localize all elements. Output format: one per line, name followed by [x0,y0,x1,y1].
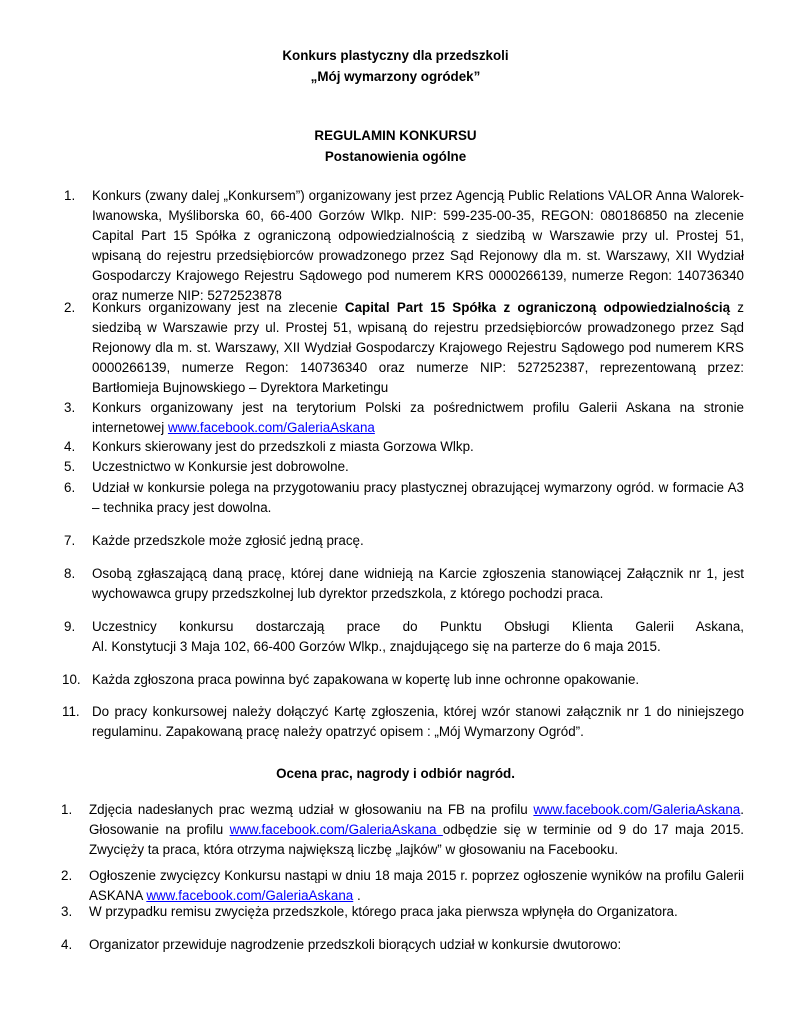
list-text: Organizator przewiduje nagrodzenie przedszkoli biorących udział w konkursie dwutorowo: [89,937,622,952]
list-number: 5. [64,459,76,474]
list-text: Konkurs skierowany jest do przedszkoli z miasta Gorzowa Wlkp. [92,439,474,454]
list-text: . [353,888,361,903]
list-text: Każda zgłoszona praca powinna być zapakowana w kopertę lub inne ochronne opakowanie. [92,672,640,687]
facebook-link[interactable]: www.facebook.com/GaleriaAskana [167,420,375,435]
list-text: W przypadku remisu zwycięża przedszkole, którego praca jaka pierwsza wpłynęła do Organizatora. [89,904,678,919]
list-number: 1. [61,802,73,817]
list-item [64,186,744,306]
list-item [61,902,744,922]
list-number: 2. [61,868,73,883]
list-item [62,702,744,742]
list-item [64,564,744,604]
list-text: Konkurs organizowany jest na terytorium Polski za pośrednictwem profilu Galerii Askana na stronie internetowej [92,400,744,435]
list-number: 11. [62,704,80,719]
list-item [64,457,744,477]
list-text: Do pracy konkursowej należy dołączyć Kartę zgłoszenia, której wzór stanowi załącznik nr 1 do niniejszego regulaminu. Zapakowaną pracę należy opatrzyć opisem : „Mój Wymarzony Ogród”. [92,704,744,739]
list-text: Uczestnictwo w Konkursie jest dobrowolne. [92,459,349,474]
list-item [64,531,744,551]
list-text-bold: Capital Part 15 Spółka z ograniczoną odpowiedzialnością [344,300,731,315]
list-text: . Głosowanie na profilu [89,802,744,837]
list-text: Zdjęcia nadesłanych prac wezmą udział w głosowaniu na FB na profilu [89,802,534,817]
list-number: 3. [64,400,76,415]
list-item [61,866,744,906]
list-text: Osobą zgłaszającą daną pracę, której dane widnieją na Karcie zgłoszenia stanowiącej Załącznik nr 1, jest wychowawca grupy przedszkolnej lub dyrektor przedszkola, z którego pochodzi praca. [92,566,744,601]
list-item [61,800,744,860]
document-title: Konkurs plastyczny dla przedszkoli [282,48,509,63]
section2-title: Ocena prac, nagrody i odbiór nagród. [276,766,515,781]
list-number: 4. [64,439,76,454]
list-text-line: Al. Konstytucji 3 Maja 102, 66-400 Gorzów Wlkp., znajdującego się na parterze do 6 maja 2015. [92,639,661,654]
list-text: Ogłoszenie zwycięzcy Konkursu nastąpi w dniu 18 maja 2015 r. poprzez ogłoszenie wyników na profilu Galerii ASKANA [89,868,744,903]
list-number: 6. [64,480,76,495]
list-item [62,670,744,690]
section-subtitle: Postanowienia ogólne [324,149,467,164]
list-text: Udział w konkursie polega na przygotowaniu pracy plastycznej obrazującej wymarzony ogród. w formacie A3 – technika pracy jest dowolna. [92,480,744,515]
facebook-link[interactable]: www.facebook.com/GaleriaAskana [146,888,354,903]
list-item [64,617,744,657]
section-title: REGULAMIN KONKURSU [314,128,477,143]
list-item [64,437,744,457]
list-item [64,478,744,518]
list-text: Konkurs organizowany jest na zlecenie [92,300,345,315]
facebook-link[interactable]: www.facebook.com/GaleriaAskana [229,822,443,837]
list-number: 2. [64,300,76,315]
list-number: 4. [61,937,73,952]
list-number: 9. [64,619,76,634]
list-item [64,398,744,438]
list-item [61,935,744,955]
list-number: 3. [61,904,73,919]
list-text: z siedzibą w Warszawie przy ul. Prostej 51, wpisaną do rejestru przedsiębiorców prowadzonego przez Sąd Rejonowy dla m. st. Warszawy, XII Wydział Gospodarczy Krajowego Rejestru Sądowego pod numerem KRS 0000266139, numerze Regon: 140736340 oraz numerze NIP: 527252387, reprezentowaną przez: Bartłomieja Bujnowskiego – Dyrektora Marketingu [92,300,744,395]
document-subtitle: „Mój wymarzony ogródek” [310,69,481,84]
list-number: 10. [62,672,81,687]
list-text: Konkurs (zwany dalej „Konkursem”) organizowany jest przez Agencją Public Relations VALOR Anna Walorek-Iwanowska, Myśliborska 60, 66-400 Gorzów Wlkp. NIP: 599-235-00-35, REGON: 080186850 na zlecenie Capital Part 15 Spółka z ograniczoną odpowiedzialnością z siedzibą w Warszawie przy ul. Prostej 51, wpisaną do rejestru przedsiębiorców prowadzonego przez Sąd Rejonowy dla m. st. Warszawy, XII Wydział Gospodarczy Krajowego Rejestru Sądowego pod numerem KRS 0000266139, numerze Regon: 140736340 oraz numerze NIP: 5272523878 [92,188,744,303]
facebook-link[interactable]: www.facebook.com/GaleriaAskana [533,802,741,817]
list-number: 1. [64,188,76,203]
list-item [64,298,744,398]
list-text-line: Uczestnicy konkursu dostarczają prace do Punktu Obsługi Klienta Galerii Askana, [92,619,744,634]
list-number: 8. [64,566,76,581]
list-text: Każde przedszkole może zgłosić jedną pracę. [92,533,364,548]
list-text: odbędzie się w terminie od 9 do 17 maja 2015. Zwycięży ta praca, która otrzyma największą liczbę „lajków” w głosowaniu na Facebooku. [89,822,744,857]
list-number: 7. [64,533,76,548]
